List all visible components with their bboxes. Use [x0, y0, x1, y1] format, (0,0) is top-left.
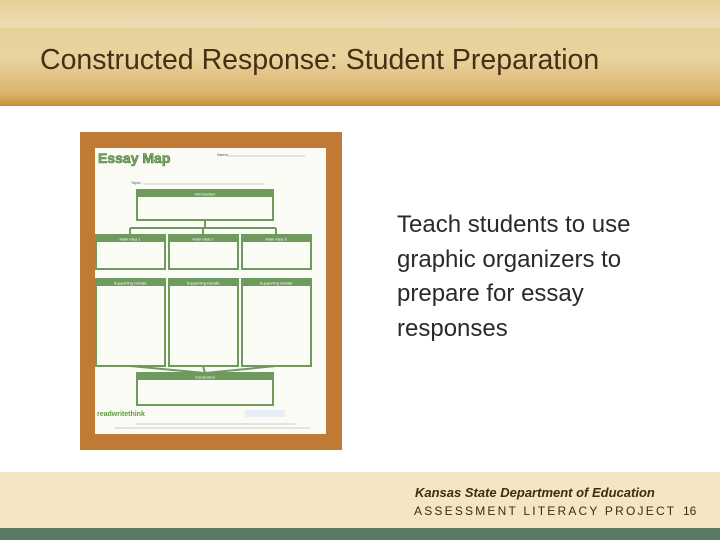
supporting-details-2-box: [169, 279, 238, 366]
title-band-shine: [0, 0, 720, 28]
essay-map-worksheet: [95, 148, 326, 434]
main-idea-1-label: Main Idea 1: [119, 236, 141, 242]
essay-map-heading: Essay Map: [98, 150, 171, 166]
conclusion-label: Conclusion: [195, 374, 215, 380]
footer-project: ASSESSMENT LITERACY PROJECT: [414, 504, 677, 518]
slide-title: Constructed Response: Student Preparation: [40, 44, 600, 76]
main-idea-2-label: Main Idea 2: [192, 236, 214, 242]
footer-band: [0, 472, 720, 528]
supporting-details-1-label: Supporting Details: [113, 280, 147, 286]
essay-map-drawing: [95, 148, 326, 434]
supporting-details-3-label: Supporting Details: [259, 280, 293, 286]
main-idea-3-label: Main Idea 3: [265, 236, 287, 242]
bottom-strip: [0, 528, 720, 540]
topic-label: Topic:: [131, 180, 142, 185]
name-label: Name:: [217, 152, 229, 157]
partner-logo: [245, 410, 285, 417]
footer-organization: Kansas State Department of Education: [415, 485, 655, 500]
supporting-details-3-box: [242, 279, 311, 366]
page-number: 16: [683, 504, 697, 518]
supporting-details-2-label: Supporting Details: [186, 280, 220, 286]
supporting-details-1-box: [96, 279, 165, 366]
readwritethink-logo: readwritethink: [97, 411, 145, 418]
body-text: Teach students to use graphic organizers to prepare for essay responses: [397, 211, 631, 342]
introduction-label: Introduction: [194, 191, 216, 197]
